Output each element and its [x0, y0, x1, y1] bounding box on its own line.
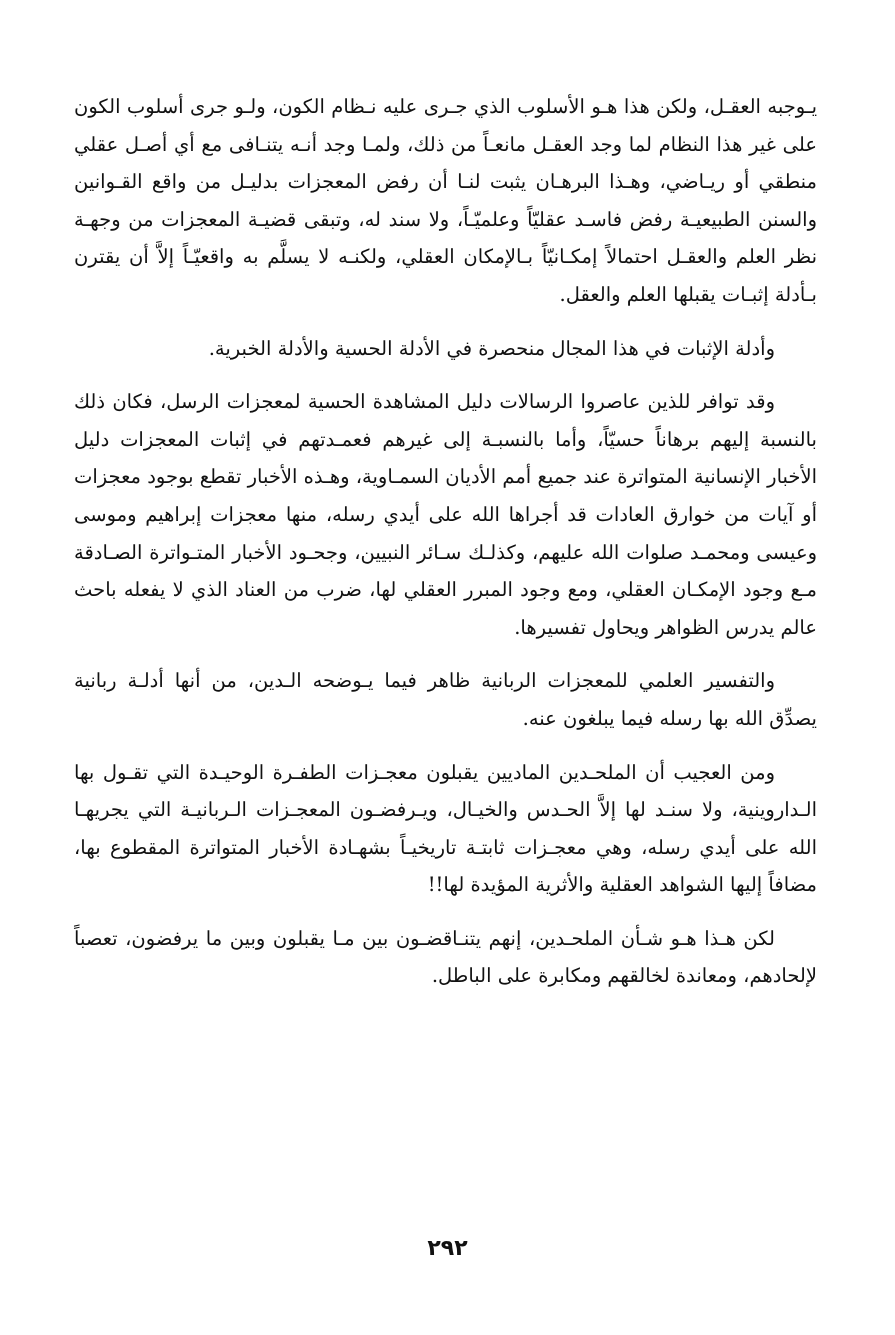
paragraph-continuation: يـوجبه العقـل، ولكن هذا هـو الأسلوب الذي جـرى عليه نـظام الكون، ولـو جرى أسلوب الكون على غير هذا النظام لما وجد العقـل مانعـاً من ذلك، ولمـا وجد أنـه يتنـافى مع أي أصـل عقلي منطقي أو ريـاضي، وهـذا البرهـان يثبت لنـا أن رفض المعجزات بدليـل من واقع القـوانين والسنن الطبيعيـة رفض فاسـد عقليّاً وعلميّـاً، ولا سند له، وتبقى قضيـة المعجزات من وجهـة نظر العلم والعقـل احتمالاً إمكـانيّاً بـالإمكان العقلي، ولكنـه لا يسلَّم به واقعيّـاً إلاَّ أن يقترن بـأدلة إثبـات يقبلها العلم والعقل.	[74, 95, 817, 306]
body-text	[74, 88, 817, 1011]
paragraph-evidence-types: وأدلة الإثبات في هذا المجال منحصرة في الأدلة الحسية والأدلة الخبرية.	[208, 336, 775, 360]
paragraph-materialists: ومن العجيب أن الملحـدين الماديين يقبلون معجـزات الطفـرة الوحيـدة التي تقـول بها الـداروينية، ولا سنـد لها إلاَّ الحـدس والخيـال، ويـرفضـون المعجـزات الـربانيـة التي يجريهـا الله على أيدي رسله، وهي معجـزات ثابتـة تاريخيـاً بشهـادة الأخبار المتواترة المقطوع بها، مضافاً إليها الشواهد العقلية والأثرية المؤيدة لها!!	[74, 760, 817, 897]
page-number: ٢٩٢	[427, 1236, 468, 1261]
paragraph-scientific-explanation: والتفسير العلمي للمعجزات الربانية ظاهر فيما يـوضحه الـدين، من أنها أدلـة ربانية يصدِّق الله بها رسله فيما يبلغون عنه.	[74, 669, 817, 730]
paragraph-conclusion: لكن هـذا هـو شـأن الملحـدين، إنهم يتنـاقضـون بين مـا يقبلون وبين ما يرفضون، تعصباً لإلحادهم، ومعاندة لخالقهم ومكابرة على الباطل.	[74, 926, 817, 988]
paragraph-sensory-evidence: وقد توافر للذين عاصروا الرسالات دليل المشاهدة الحسية لمعجزات الرسل، فكان ذلك بالنسبة إليهم برهاناً حسيّاً، وأما بالنسبـة إلى غيرهم فعمـدتهم في إثبات المعجزات دليل الأخبار الإنسانية المتواترة عند جميع أمم الأديان السمـاوية، وهـذه الأخبار تقطع بوجود معجزات أو آيات من خوارق العادات قد أجراها الله على أيدي رسله، منها معجزات إبراهيم وموسى وعيسى ومحمـد صلوات الله عليهم، وكذلـك سـائر النبيين، وجحـود الأخبار المتـواترة الصـادقة مـع وجود الإمكـان العقلي، ومع وجود المبرر العقلي لها، ضرب من العناد الذي لا يفعله باحث عالم يدرس الظواهر ويحاول تفسيرها.	[74, 390, 817, 639]
